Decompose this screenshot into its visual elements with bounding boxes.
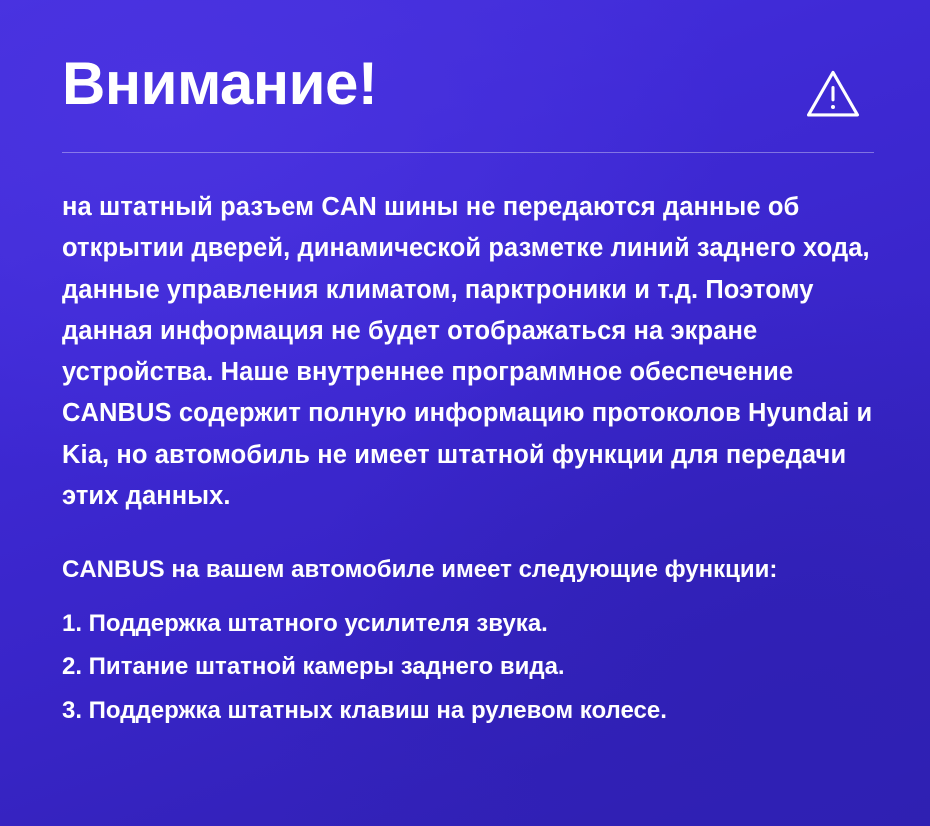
header-divider [62,152,874,153]
features-list [62,602,874,733]
list-item: 3. Поддержка штатных клавиш на рулевом колесе. [62,697,667,725]
features-section [62,551,874,732]
features-intro: CANBUS на вашем автомобиле имеет следующие функции: [62,556,778,584]
body-paragraph: на штатный разъем CAN шины не передаются данные об открытии дверей, динамической разметке линий заднего хода, данные управления климатом, парктроники и т.д. Поэтому данная информация не будет отображаться на экране устройства. Наше внутреннее программное обеспечение CANBUS содержит полную информацию протоколов Hyundai и Kia, но автомобиль не имеет штатной функции для передачи этих данных. [62,193,873,511]
page-title: Внимание! [62,50,378,117]
list-item: 1. Поддержка штатного усилителя звука. [62,609,548,637]
poster-header [62,52,874,124]
list-item: 2. Питание штатной камеры заднего вида. [62,653,565,681]
warning-triangle-icon [804,66,862,124]
